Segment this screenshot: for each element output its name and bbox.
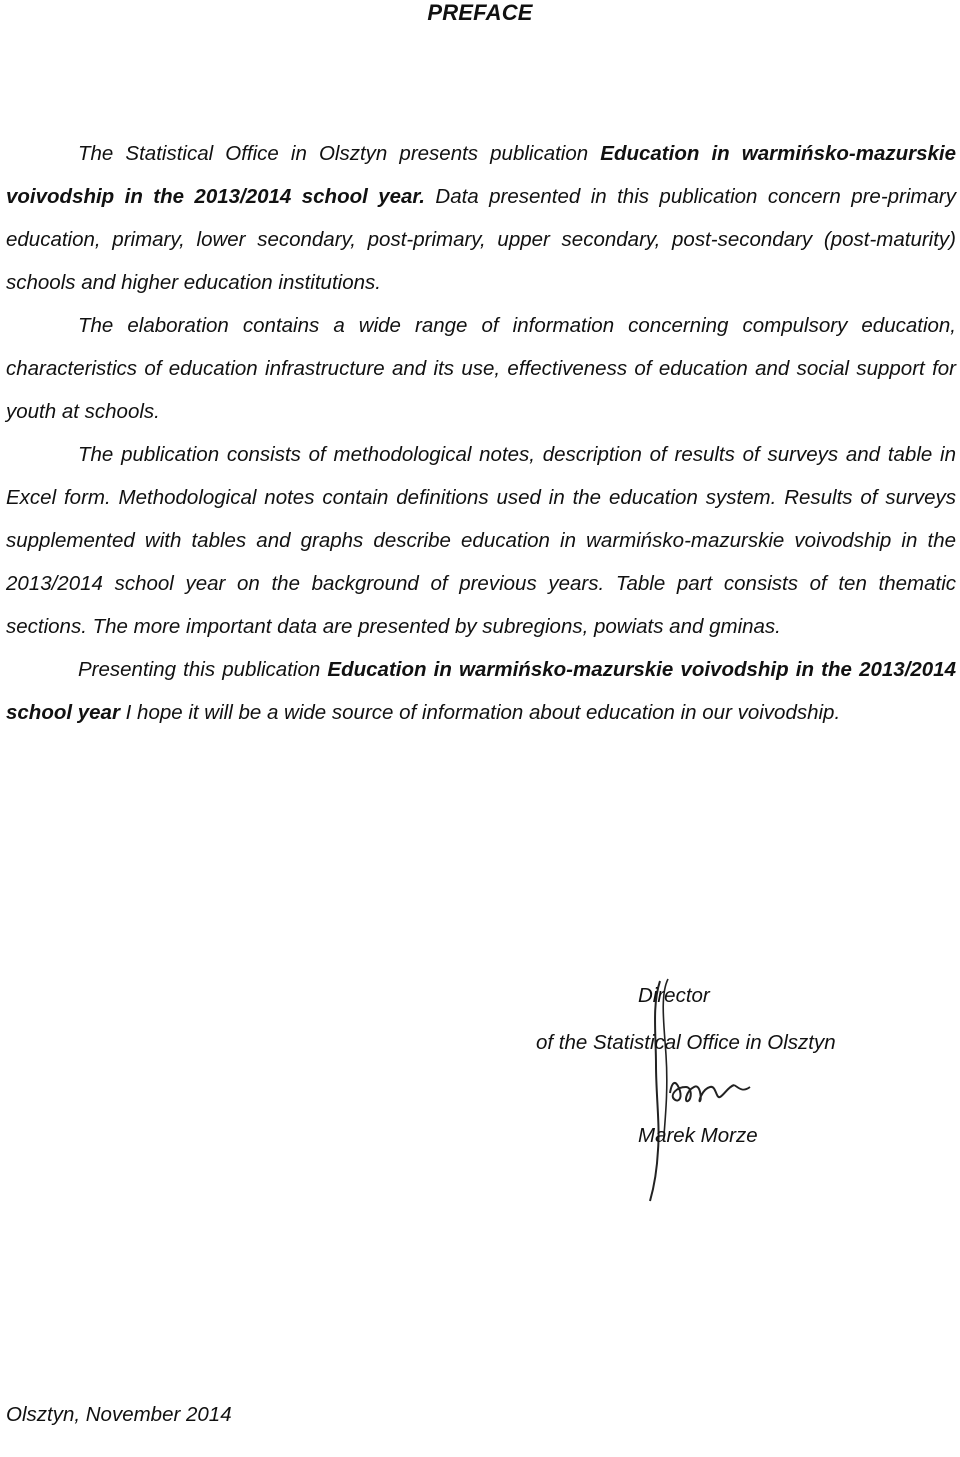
paragraph-4-text-a: Presenting this publication	[78, 658, 328, 681]
preface-body	[6, 132, 956, 734]
signature-office: of the Statistical Office in Olsztyn	[536, 1031, 836, 1054]
paragraph-3	[6, 433, 956, 648]
paragraph-4-text-b: I hope it will be a wide source of information about education in our voivodship.	[119, 701, 841, 724]
signature-name: Marek Morze	[638, 1124, 758, 1147]
signature-block	[520, 975, 940, 1205]
page-title: PREFACE	[427, 0, 533, 25]
paragraph-2	[6, 304, 956, 433]
paragraph-4	[6, 648, 956, 734]
signature-role: Director	[638, 984, 710, 1007]
publication-title-bold-2: Education in warmińsko-mazurskie voivodship in the 2013/2014 school year	[6, 658, 956, 724]
paragraph-1-text-a: The Statistical Office in Olsztyn presents publication	[78, 142, 601, 165]
publication-title-bold: Education in warmińsko-mazurskie voivodship in the 2013/2014 school year.	[6, 142, 956, 208]
paragraph-1-text-b: Data presented in this publication concern pre-primary education, primary, lower secondary, post-primary, upper secondary, post-secondary (post-maturity) schools and higher education institutions.	[6, 185, 956, 294]
handwritten-signature	[630, 975, 790, 1205]
paragraph-3-text: The publication consists of methodological notes, description of results of surveys and table in Excel form. Methodological notes contain definitions used in the education system. Results of surveys supplemented with tables and graphs describe education in warmińsko-mazurskie voivodship in the 2013/2014 school year on the background of previous years. Table part consists of ten thematic sections. The more important data are presented by subregions, powiats and gminas.	[6, 443, 956, 638]
paragraph-2-text: The elaboration contains a wide range of information concerning compulsory education, characteristics of education infrastructure and its use, effectiveness of education and social support for youth at schools.	[6, 314, 956, 423]
paragraph-1	[6, 132, 956, 304]
place-and-date: Olsztyn, November 2014	[6, 1403, 232, 1426]
